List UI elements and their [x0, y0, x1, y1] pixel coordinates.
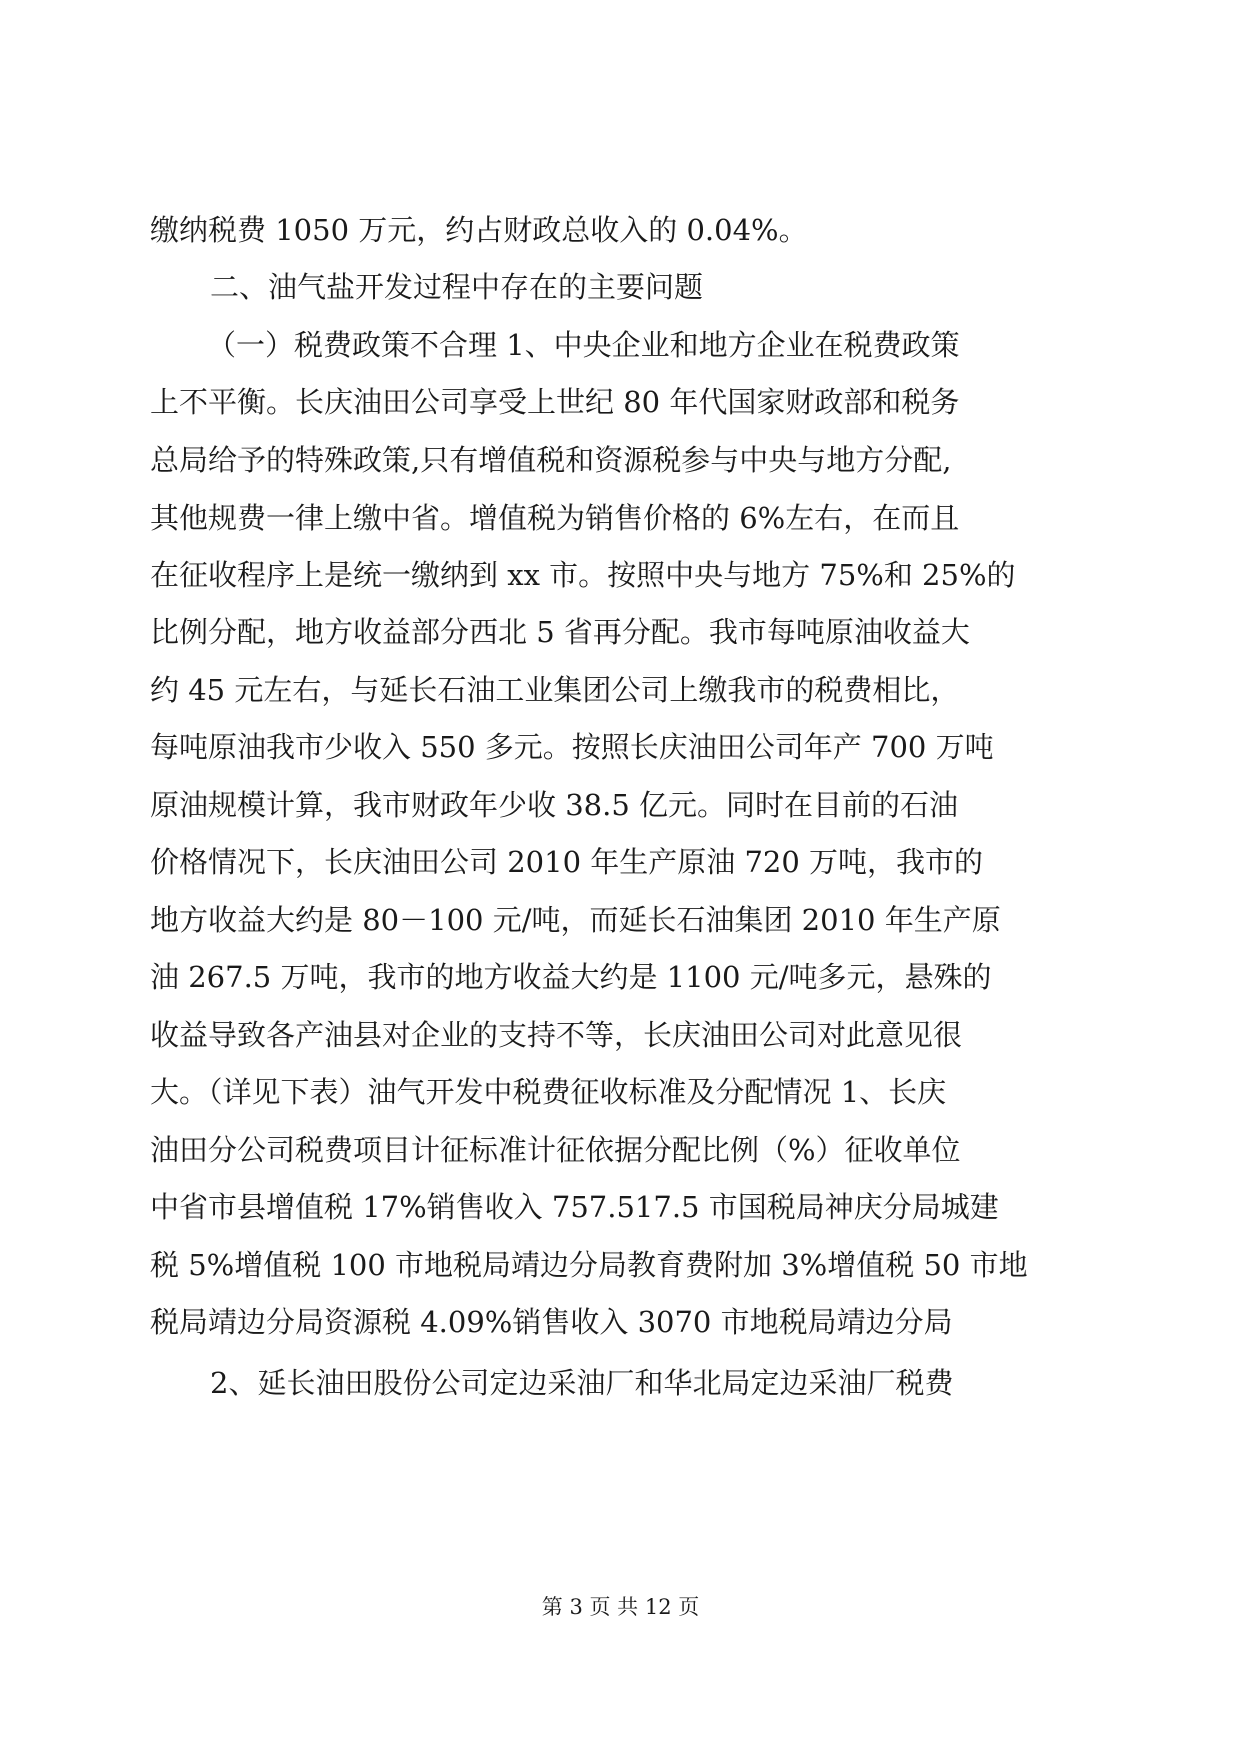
text-line-9: 约 45 元左右，与延长石油工业集团公司上缴我市的税费相比，: [150, 673, 960, 707]
text-line-16: 大。（详见下表）油气开发中税费征收标准及分配情况 1、长庆: [150, 1075, 947, 1109]
text-line-17: 油田分公司税费项目计征标准计征依据分配比例（%）征收单位: [150, 1133, 961, 1167]
text-line-4: 上不平衡。长庆油田公司享受上世纪 80 年代国家财政部和税务: [150, 385, 960, 419]
text-line-14: 油 267.5 万吨，我市的地方收益大约是 1100 元/吨多元，悬殊的: [150, 960, 992, 994]
text-line-20: 税局靖边分局资源税 4.09%销售收入 3070 市地税局靖边分局: [150, 1305, 953, 1339]
text-line-5: 总局给予的特殊政策,只有增值税和资源税参与中央与地方分配,: [150, 443, 952, 477]
page-footer: 第 3 页 共 12 页: [541, 1595, 700, 1619]
text-line-11: 原油规模计算，我市财政年少收 38.5 亿元。同时在目前的石油: [150, 788, 959, 822]
text-line-10: 每吨原油我市少收入 550 多元。按照长庆油田公司年产 700 万吨: [150, 730, 994, 764]
text-line-8: 比例分配，地方收益部分西北 5 省再分配。我市每吨原油收益大: [150, 615, 970, 649]
section-heading: 二、油气盐开发过程中存在的主要问题: [210, 270, 704, 304]
text-line-7: 在征收程序上是统一缴纳到 xx 市。按照中央与地方 75%和 25%的: [150, 558, 1016, 592]
text-line-21: 2、延长油田股份公司定边采油厂和华北局定边采油厂税费: [210, 1366, 954, 1400]
text-line-12: 价格情况下，长庆油田公司 2010 年生产原油 720 万吨，我市的: [150, 845, 984, 879]
text-line-15: 收益导致各产油县对企业的支持不等，长庆油田公司对此意见很: [150, 1018, 963, 1052]
text-line-13: 地方收益大约是 80－100 元/吨，而延长石油集团 2010 年生产原: [150, 903, 1001, 937]
text-line-1: 缴纳税费 1050 万元，约占财政总收入的 0.04%。: [150, 213, 808, 247]
text-line-3: （一）税费政策不合理 1、中央企业和地方企业在税费政策: [207, 328, 960, 362]
text-line-19: 税 5%增值税 100 市地税局靖边分局教育费附加 3%增值税 50 市地: [150, 1248, 1028, 1282]
text-line-18: 中省市县增值税 17%销售收入 757.517.5 市国税局神庆分局城建: [150, 1190, 999, 1224]
text-line-6: 其他规费一律上缴中省。增值税为销售价格的 6%左右，在而且: [150, 501, 960, 535]
